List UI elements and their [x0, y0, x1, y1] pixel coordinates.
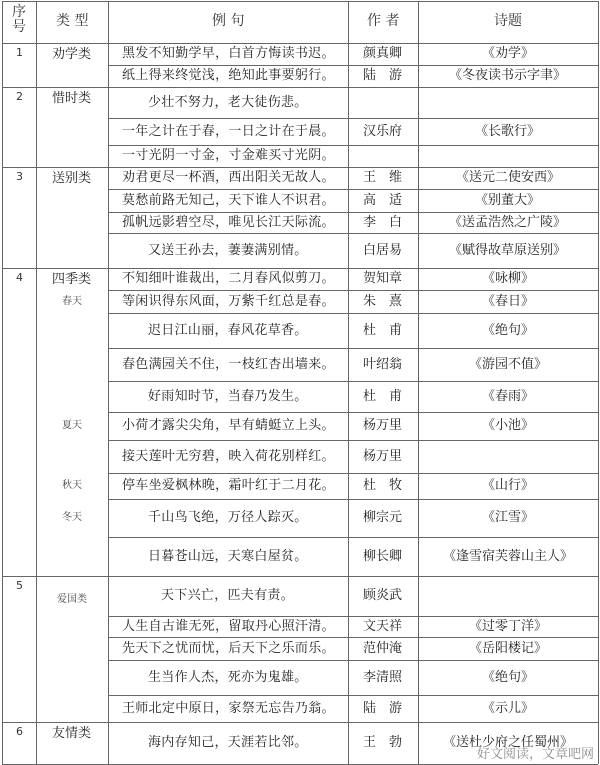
example-sentence: 又送王孙去，萋萋满别情。	[148, 243, 308, 258]
table-row-divider	[108, 65, 598, 66]
poem-title: 《冬夜读书示字聿》	[449, 68, 567, 83]
row-number: 1	[16, 46, 23, 59]
poem-title: 《春雨》	[482, 389, 535, 404]
example-sentence: 一年之计在于春，一日之计在于晨。	[122, 124, 335, 139]
author-name: 文天祥	[363, 619, 403, 634]
row-number: 4	[16, 271, 23, 284]
author-name: 杜 牧	[363, 478, 403, 493]
table-row-divider	[2, 1, 598, 2]
table-column-divider	[348, 1, 349, 764]
author-name: 杜 甫	[363, 389, 403, 404]
author-name: 陆 游	[363, 68, 403, 83]
table-column-divider	[36, 1, 37, 764]
poem-title: 《小池》	[482, 418, 535, 433]
table-row-divider	[108, 499, 598, 500]
header-no: 序 号	[12, 4, 26, 35]
table-row-divider	[108, 233, 598, 234]
author-name: 柳长卿	[363, 549, 403, 564]
example-sentence: 海内存知己，天涯若比邻。	[148, 735, 308, 750]
table-row-divider	[2, 268, 598, 269]
table-row-divider	[2, 43, 598, 44]
header-title: 诗题	[494, 13, 522, 29]
table-row-divider	[108, 290, 598, 291]
poem-title: 《送孟浩然之广陵》	[449, 215, 567, 230]
example-sentence: 劝君更尽一杯酒，西出阳关无故人。	[122, 170, 335, 185]
table-row-divider	[108, 313, 598, 314]
example-sentence: 等闲识得东风面，万紫千红总是春。	[122, 294, 335, 309]
example-sentence: 接天莲叶无穷碧，映入荷花别样红。	[122, 449, 335, 464]
author-name: 杨万里	[363, 418, 403, 433]
author-name: 汉乐府	[363, 124, 403, 139]
table-row-divider	[108, 637, 598, 638]
table-row-divider	[108, 412, 598, 413]
example-sentence: 莫愁前路无知己，天下谁人不识君。	[122, 193, 335, 208]
author-name: 白居易	[363, 243, 403, 258]
author-name: 范仲淹	[363, 641, 403, 656]
table-row-divider	[108, 473, 598, 474]
author-name: 陆 游	[363, 701, 403, 716]
table-row-divider	[108, 660, 598, 661]
example-sentence: 少壮不努力，老大徒伤悲。	[148, 95, 308, 110]
example-sentence: 一寸光阴一寸金，寸金难买寸光阴。	[122, 148, 335, 163]
author-name: 颜真卿	[363, 46, 403, 61]
author-name: 李 白	[363, 215, 403, 230]
table-column-divider	[2, 1, 3, 764]
example-sentence: 纸上得来终觉浅，绝知此事要躬行。	[122, 68, 335, 83]
example-sentence: 王师北定中原日，家祭无忘告乃翁。	[122, 701, 335, 716]
row-number: 3	[16, 170, 23, 183]
poem-title: 《江雪》	[482, 510, 535, 525]
example-sentence: 孤帆远影碧空尽，唯见长江天际流。	[122, 215, 335, 230]
example-sentence: 先天下之忧而忧，后天下之乐而乐。	[122, 641, 335, 656]
poem-title: 《咏柳》	[482, 271, 535, 286]
poem-title: 《过零丁洋》	[469, 619, 548, 634]
watermark-text: 好文阅读，文章吧网	[476, 747, 594, 762]
table-row-divider	[108, 348, 598, 349]
poem-title: 《逢雪宿芙蓉山主人》	[443, 549, 574, 564]
example-sentence: 天下兴亡，匹夫有责。	[161, 588, 295, 603]
table-row-divider	[108, 695, 598, 696]
author-name: 王 维	[363, 170, 403, 185]
poem-title: 《游园不值》	[469, 357, 548, 372]
author-name: 贺知章	[363, 271, 403, 286]
table-row-divider	[108, 537, 598, 538]
table-row-divider	[108, 212, 598, 213]
author-name: 高 适	[363, 193, 403, 208]
example-sentence: 春色满园关不住，一枝红杏出墙来。	[122, 357, 335, 372]
poem-title: 《绝句》	[482, 670, 535, 685]
header-author: 作 者	[367, 13, 400, 29]
table-row-divider	[2, 722, 598, 723]
author-name: 顾炎武	[363, 588, 403, 603]
poem-title: 《赋得故草原送别》	[449, 243, 567, 258]
season-label: 夏天	[62, 420, 82, 431]
poem-title: 《春日》	[482, 294, 535, 309]
poem-title: 《示儿》	[482, 701, 535, 716]
table-column-divider	[108, 1, 109, 764]
author-name: 李清照	[363, 670, 403, 685]
poem-title: 《别董大》	[475, 193, 541, 208]
poem-title: 《送元二使安西》	[456, 170, 561, 185]
header-example: 例 句	[212, 13, 245, 29]
table-row-divider	[108, 440, 598, 441]
header-type: 类 型	[56, 13, 89, 29]
row-number: 6	[16, 725, 23, 738]
author-name: 朱 熹	[363, 294, 403, 309]
category-label: 惜时类	[52, 91, 92, 106]
author-name: 杨万里	[363, 449, 403, 464]
season-label: 爱国类	[57, 594, 87, 605]
table-column-divider	[418, 1, 419, 764]
season-label: 冬天	[62, 512, 82, 523]
table-row-divider	[2, 576, 598, 577]
example-sentence: 黑发不知勤学早，白首方悔读书迟。	[122, 46, 335, 61]
poem-title: 《长歌行》	[475, 124, 541, 139]
season-label: 春天	[62, 296, 82, 307]
table-column-divider	[598, 1, 599, 764]
example-sentence: 日暮苍山远，天寒白屋贫。	[148, 549, 308, 564]
category-label: 四季类	[52, 272, 92, 287]
season-label: 秋天	[62, 480, 82, 491]
row-number: 5	[16, 579, 23, 592]
table-row-divider	[108, 145, 598, 146]
poem-title: 《送杜少府之任蜀州》	[443, 735, 574, 750]
example-sentence: 好雨知时节，当春乃发生。	[148, 389, 308, 404]
table-row-divider	[108, 616, 598, 617]
example-sentence: 人生自古谁无死，留取丹心照汗清。	[122, 619, 335, 634]
category-label: 送别类	[52, 171, 92, 186]
table-row-divider	[2, 167, 598, 168]
category-label: 劝学类	[52, 47, 92, 62]
author-name: 杜 甫	[363, 323, 403, 338]
table-row-divider	[2, 87, 598, 88]
author-name: 王 勃	[363, 735, 403, 750]
table-row-divider	[108, 118, 598, 119]
example-sentence: 迟日江山丽，春风花草香。	[148, 323, 308, 338]
poem-title: 《劝学》	[482, 46, 535, 61]
example-sentence: 小荷才露尖尖角，早有蜻蜓立上头。	[122, 418, 335, 433]
example-sentence: 停车坐爱枫林晚，霜叶红于二月花。	[122, 478, 335, 493]
author-name: 柳宗元	[363, 510, 403, 525]
table-row-divider	[108, 189, 598, 190]
example-sentence: 不知细叶谁裁出，二月春风似剪刀。	[122, 271, 335, 286]
poem-title: 《山行》	[482, 478, 535, 493]
row-number: 2	[16, 90, 23, 103]
category-label: 友情类	[52, 726, 92, 741]
author-name: 叶绍翁	[363, 357, 403, 372]
example-sentence: 千山鸟飞绝，万径人踪灭。	[148, 510, 308, 525]
poem-title: 《绝句》	[482, 323, 535, 338]
example-sentence: 生当作人杰，死亦为鬼雄。	[148, 670, 308, 685]
table-row-divider	[108, 381, 598, 382]
poem-title: 《岳阳楼记》	[469, 641, 548, 656]
